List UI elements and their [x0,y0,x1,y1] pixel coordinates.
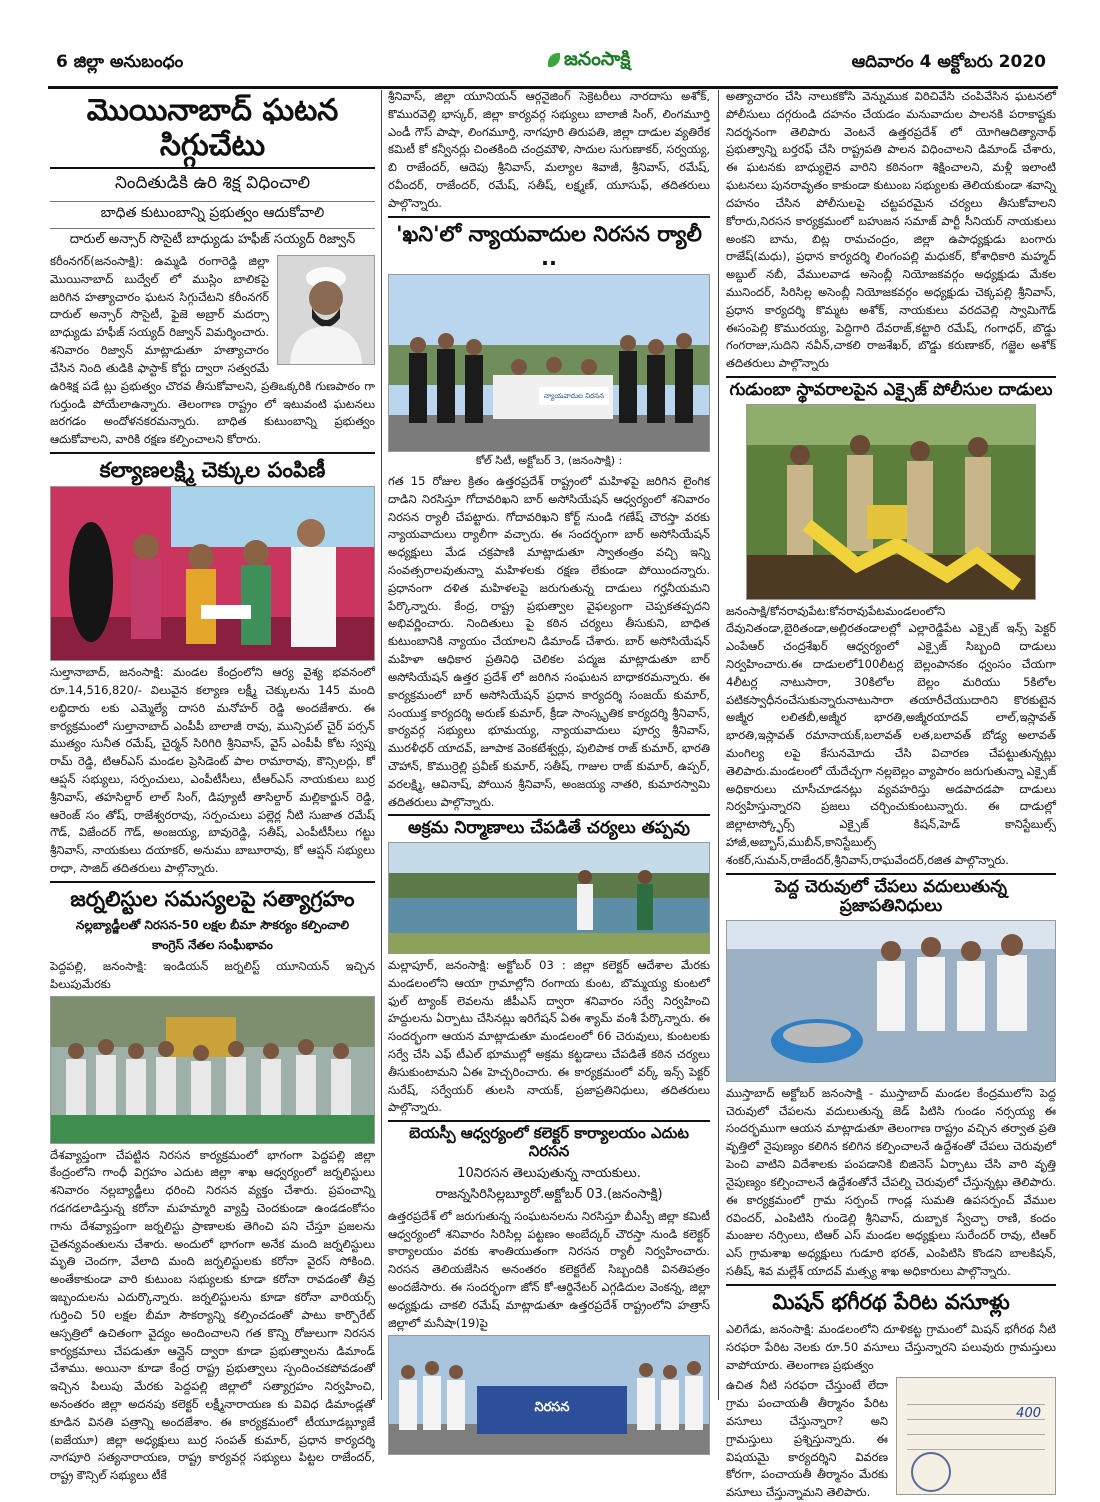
official-stamp [911,1452,951,1492]
story-journalists [50,881,375,1485]
column-2 [388,88,710,1455]
article-body: మల్లాపూర్, జనంసాక్షి: అక్టోబర్ 03 : జిల్లా కలెక్టర్ ఆదేశాల మేరకు మండలంలోని ఆయా గ్రామాల్లోని రంగాయ కుంట, బొమ్మయ్య కుంటలో ఫుల్ ట్యాంక్ లెవలను జీపీఎస్ ద్వారా శనివారం సర్వే నిర్వహించి హద్దులను ఏర్పాటు చేసినట్లు ఇరిగేషన్ ఏఈ శ్యామ్ వంశీ పేర్కొన్నారు. ఈ సందర్భంగా ఆయన మాట్లాడుతూ మండలంలో 66 చెరువులు, కుంటలకు సర్వే చేసి ఎఫ్ టీఎల్ భూముల్లో అక్రమ కట్టడాలు చేపడితే కఠిన చర్యలు తీసుకుంటామని ఏఈ హెచ్చరించారు. ఈ కార్యక్రమంలో వర్క్ ఇన్స్ పెక్టర్ సురేష్, సర్వేయర్ తులసి నాయక్, ప్రజాప్రతినిధులు, తదితరులు పాల్గొన్నారు. [388,957,710,1115]
story-moinabad [50,88,375,449]
article-continuation: అత్యాచారం చేసి నాలుకకోసి వెన్నుముక విరిచివేసి చంపివేసిన ఘటనలో పోలీసులు దగ్గరుండి దహనం చేయడం మనువాదుల పాలనకి పరాకాష్టకు నిదర్శనంగా తెలిపారు వెంటనే ఉత్తరప్రదేశ్ లో యోగిఆదిత్యానాథ్ ప్రభుత్వాన్ని బర్తరఫ్ చేసి రాష్ట్రపతి పాలన విధించాలని డిమాండ్ చేశారు, ఈ ఘటనకు బాధ్యులైన వారిని కఠినంగా శిక్షించాలని, మళ్లీ ఇలాంటి ఘటనలు పునరావృతం కాకుండా కుటుంబ సభ్యులకు తెలియకుండా శవాన్ని దహనం చేసిన పోలీసులపై చట్టపరమైన చర్యలు తీసుకోవాలని కోరారు,నిరసన కార్యక్రమంలో బహుజన సమాజ్ పార్టీ సీనియర్ నాయకులు అంకని బాను, బిట్ల రామచంద్రం, జిల్లా ఉపాధ్యక్షుడు బంగారు రాజేష్(మధు), ప్రధాన కార్యదర్శి లింగంపల్లి మధుకర్, కోశాధికారి మహ్మద్ అబ్దుల్ నబీ, వేములవాడ అసెంబ్లీ నియోజకవర్గం అధ్యక్షుడు మేకల మునిందర్, సిరిసిల్ల అసెంబ్లీ నియోజకవర్గం అధ్యక్షుడు చెక్కపల్లి శ్రీనివాస్, ప్రధాన కార్యదర్శి కొమ్మట అశోక్, నాయకులు వరదవెల్లి స్వామిగౌడ్ ఈసంపెల్లి కొమురయ్య, పెద్దిగారి దేవరాజ్,కట్టారి రమేష్, గంగాధర్, బొడ్డు గంగరాజు,సుదిని నవీన్,చాకలి రాజశేఖర్, బొడ్డు కరుణాకర్, గజ్జెల అశోక్ తదితరులు పాల్గొన్నారు [726,89,1057,371]
article-body: ఎలిగేడు, జనంసాక్షి: మండలంలోని దూళికట్ట గ్రామంలో మిషన్ భగీరథ నీటి సరఫరా పేరిట నెలకు రూ.50 వసూలు చేస్తున్నారని పలువురు గ్రామస్తులు వాపోయారు. తెలంగాణ ప్రభుత్వం [726,1321,1056,1372]
article-body: కరీంనగర్(జనంసాక్షి): ఉమ్మడి రంగారెడ్డి జిల్లా మొయినాబాద్ బుద్వేల్ లో ముస్లిం బాలికపై జరిగిన హత్యాచారం ఘటన సిగ్గుచేటని కరీంనగర్ దారుల్ అన్సార్ సొసైటీ, ఫైజె అబ్రార్ మదర్సా బాధ్యుడు హఫీజ్ సయ్యద్ రిజ్వాన్ విమర్శించారు. శనివారం రిజ్వాన్ మాట్లాడుతూ హత్యాచారం చేసిన నింది తుడికి ఫాస్టాక్ కోర్టు ద్వారా సత్వరమే ఉరిశిక్ష పడే ట్లు ప్రభుత్వం చొరవ తీసుకోవాలని, ప్రతిఒక్కరికి గుణపాఠం గా గుర్తుండి పోయేలాఉన్నారు. తెలంగాణ రాష్ట్రం లో ఇటువంటి ఘటనలు జరగడం అందోళనకరమన్నారు. బాధిత కుటుంబాన్ని ప్రభుత్వం ఆదుకోవాలని, వారికి రక్షణ కల్పించాలని కోరారు. [50,254,375,447]
event-scene-icon [51,487,375,661]
subheadline: రాజన్నసిరిసిల్లబ్యూరో.అక్టోబర్ 03.(జనంసాక్షి) [435,1186,663,1202]
leaf-icon [548,53,560,67]
story-illegal-constructions [388,814,710,1117]
lake-survey-photo [388,842,710,954]
headline-illegal-constructions: అక్రమ నిర్మాణాలు చేపడితే చర్యలు తప్పవు [407,818,691,839]
headline-excise-raids: గుడుంబా స్థావరాలపైన ఎక్సైజ్ పోలీసుల దాడులు [729,380,1053,400]
story-excise-raids [726,376,1056,870]
column-3 [726,88,1056,1502]
fish-release-scene-icon [727,921,1056,1082]
article-body: ఉచిత నీటి సరఫరా చేస్తుంటే లేదా గ్రామ పంచాయతీ తీర్మానం పేరిట వసూలు చేస్తున్నారా? అని గ్రామస్తులు ప్రశ్నిస్తున్నారు. ఈ విషయమై కార్యదర్శిని వివరణ కోరగా, పంచాయతీ తీర్మానం మేరకు వసూలు చేస్తున్నామని తెలిపారు. [726,1378,888,1500]
headline-kalyana-lakshmi: కల్యాణలక్ష్మి చెక్కుల పంపిణీ [99,457,326,482]
column-1 [50,88,375,1488]
masthead [48,44,1058,89]
brand-logo [548,48,630,75]
column-divider [381,90,382,1400]
lake-scene-icon [389,843,710,954]
bsp-protest-photo [388,1335,710,1455]
protest-scene-icon [389,1336,710,1455]
story-lawyers-rally [388,216,710,812]
protest-banner-text: నిరసన [534,1400,570,1416]
article-body: జనంసాక్షి/కోనరావుపేట:కోనరావుపేటమండలంలోని దేవునితండా,బైరితండా,అల్లిరతండాలల్లో ఎల్లారెడ్డిపేట ఎక్సైజ్ ఇన్స్ పెక్టర్ ఎంపేఆర్ చంద్రశేఖర్ ఆధ్వర్యంలో ఎక్సైజ్ సిబ్బంది దాడులు నిర్వహించారు.ఈ దాడులలో100లీటర్ల బెల్లంపానకం ధ్వంసం చేయగా 4లీటర్ల నాటుసారా, 30కిలోల బెల్లం మరియు 5కిలోల పటికస్వాధీనంచేసుకున్నారునాటుసారా తయారీచేయుదారిని కొరకుటైన అజ్మీర లలితబీ,అజ్మీర భారతి,అజ్మీరయాదవ్ లాల్,ఇస్లావత్ భారతి,ఇస్లావత్ రమానాయక్,బలావత్ లత,బలావత్ బోడ్య అలావత్ మంగిల్య లపై కేసునమోదు చేసి విచారణ చేపట్టుతున్నట్లు తెలిపారు.మండలంలో యేదేచ్ఛగా నల్లబెల్లం వ్యాపారం జరుగుతున్నా ఎక్సైజ్ అధికారులు చూసీచూడనట్లు వ్యవహరిస్తు అడపాదడపా దాడులు నిర్వహిస్తున్నారని ప్రజలు చర్చించుకుంటున్నారు. ఈ దాడుల్లో జిల్లాటాస్క్ఫోర్స్ ఎక్సైజ్ కిషన్,హెడ్ కానిస్టేబుల్స్ హాజీ,అబ్బాస్,ముబీన్,కానిస్టేబుల్స్ శంకర్,సుమన్,రాజేందర్,శ్రీనివాస్,రాఘవేందర్,రజిత పాల్గొన్నారు. [726,603,1056,867]
person-portrait-icon [278,256,374,364]
story-kalyana-lakshmi [50,452,375,878]
subheadline: నిందితుడికి ఉరి శిక్ష విధించాలి [114,173,311,193]
article-body: సుల్తానాబాద్, జనంసాక్షి: మండల కేంద్రంలోని ఆర్య వైశ్య భవనంలో రూ.14,516,820/- విలువైన కల్యాణ లక్ష్మీ చెక్కులను 145 మంది లబ్ధిదారు లకు ఎమ్మెల్యే దాసరి మనోహర్ రెడ్డి అందజేశారు. ఈ కార్యక్రమంలో సుల్తానాబాద్ ఎంపీపీ బాలాజీ రావు, మున్సిపల్ చైర్ పర్సన్ ముత్యం సునీత రమేష్, చైర్మన్ సిరిగిరి శ్రీనివాస్, వైస్ ఎంపీపీ కోట స్వప్న రామ్ రెడ్డి, టిఆర్ఎస్ మండల ప్రెసిడెంట్ పాల రామారావు, కౌన్సిలర్లు, కో ఆప్షన్ సభ్యులు, సర్పంచులు, ఎంపీటీసీలు, టీఆర్ఎస్ నాయకులు బుర్ర శ్రీనివాస్, తహసిల్దార్ లాల్ సింగ్, డిప్యూటీ తాసిల్దార్ మల్లికార్జున్ రెడ్డి, ఆరెంజ్ సం తోష్, రాజేశ్వరరావు, సర్పంచులు పల్లెర్ల నీటి సుజాత రమేష్ గౌడ్, విజేందర్ గౌడ్, అంజయ్య, బావురెడ్డి, సతీష్, ఎంపీటీసీలు గట్టు శ్రీనివాస్, నాయకులు దయాకర్, అనుము బాబూరావు, కో ఆప్షన్ సభ్యులు రాధా, సాజిద్ తదితరులు పాల్గొన్నారు. [50,665,375,876]
headline-mission-bhagiratha: మిషన్ భగీరథ పేరిట వసూళ్లు [772,1289,1010,1314]
headline-lawyers-rally: 'ఖని'లో న్యాయవాదుల నిరసన ర్యాలీ .. [396,221,702,270]
journalists-protest-photo [50,996,375,1144]
cheque-distribution-photo [50,486,375,661]
column-divider [718,90,719,1400]
receipt-amount: 400 [1016,1406,1041,1422]
headline-bsp-protest: బెయస్పీ ఆధ్వర్యంలో కలెక్టర్ కార్యాలయం ఎదుట నిరసన [409,1124,689,1160]
dateline: ఆదివారం 4 అక్టోబరు 2020 [851,52,1046,72]
article-with-receipt [726,1377,1056,1502]
subheadline: నల్లబ్యాడ్జీలతో నిరసన-50 లక్షల బీమా సౌకర్యం కల్పించాలి [75,917,350,932]
rally-banner-text: న్యాయవాదుల నిరసన [543,391,605,400]
subheadline: బాధిత కుటుంబాన్ని ప్రభుత్వం ఆదుకోవాలి [50,201,375,224]
portrait-photo [277,255,375,365]
article-body: ముస్తాబాద్ అక్టోబర్ జనంసాక్షి - ముస్తాబాద్ మండల కేంద్రములోని పెద్ద చెరువులో చేపలను వదులుతున్న జెడ్ పిటిసి గుండం నర్సయ్య ఈ సందర్భముగా ఆయన మాట్లాడుతూ తెలంగాణ రాష్ట్రం వచ్చిన తర్వాత ప్రతి వృత్తిలో నైపుణ్యం కలిగిన కలిగిన కల్పించాలనే ఉద్దేశంతో చేపలు చెరువులో పెంచి వాటిని విదేశాలకు పంపడానికి బిజినెస్ ఏర్పాటు చేసి వారి వృత్తి నైపుణ్యం కల్పించాలనే ఉద్దేశంతోనే చేపల్ని చెరువులో చేస్తున్నట్లు తెలిపారు. ఈ కార్యక్రమంలో గ్రామ సర్పంచ్ గాండ్ల సుమతి ఉపసర్పంచ్ వేముల రవిందర్, ఎంపిటిసి గుండెల్లి శ్రీనివాస్, దుబ్బాక స్వేచ్ఛా రాణి, కందం మంజుల నర్సింలు, టిఆర్ ఎస్ మండల అధ్యక్షులు సురేందర్ రావు, టిఆర్ ఎస్ గ్రామశాఖ అధ్యక్షులు గుడూరి భరత్, ఎంపిటిసి కొండని బాలకిషన్, సతీష్, శివ మల్లేశ్ యాదవ్ మత్స్య శాఖ అధికారులు పాల్గొన్నారు. [726,1085,1056,1278]
lawyers-rally-photo [388,274,710,452]
headline-moinabad: మొయినాబాద్ ఘటన సిగ్గుచేటు [50,88,375,169]
photo-caption: కోల్ సిటీ, అక్టోబర్ 3, (జనంసాక్షి) : [475,453,623,467]
excise-raid-photo [746,404,1036,600]
headline-journalists: జర్నలిస్టుల సమస్యలపై సత్యాగ్రహం [70,886,355,911]
page-label: 6 జిల్లా అనుబంధం [56,52,184,72]
rally-scene-icon [389,275,710,452]
raid-scene-icon [747,405,1036,600]
headline-fish-release: పెద్ద చెరువులో చేపలు వదులుతున్న ప్రజాపతినిధులు [774,876,1008,917]
article-body: దేశవ్యాప్తంగా చేపట్టిన నిరసన కార్యక్రమంలో భాగంగా పెద్దపల్లి జిల్లా కేంద్రంలోని గాంధీ విగ్రహం ఎదుట జిల్లా శాఖ ఆధ్వర్యంలో జర్నలిస్టులు శనివారం నల్లబ్యాడ్జీలు ధరించి నిరసన వ్యక్తం చేశారు. ప్రపంచాన్ని గడగడలాడిస్తున్న కరోనా మహమ్మారి వ్యాప్తి చెందకుండా ఉండడంకోసం గాను దేశవ్యాప్తంగా జర్నలిస్టు ప్రాణాలకు తెగించి పని చేస్తూ ప్రజలను చైతన్యవంతులను చేశారు. అందులో భాగంగా అనేక మంది జర్నలిస్టులు మృతి చెందగా, వేలాది మంది జర్నలిస్టులకు కరోనా వైరస్ సోకింది. అంతేకాకుండా వారి కుటుంబ సభ్యులకు కూడా కరోనా రావడంతో తీవ్ర ఇబ్బందులను ఎదుర్కొన్నారు. జర్నలిస్టులను కూడా కరోనా వారియర్స్ గుర్తించి 50 లక్షల బీమా సౌకర్యాన్ని కల్పించడంతో పాటు కార్పొరేట్ ఆస్పత్రిలో ఉచితంగా వైద్యం అందించాలని గత కొన్ని రోజులుగా నిరసన కార్యక్రమాలు చేపడుతూ ఆన్లైన్ ద్వారా కూడా ప్రభుత్వాలను డిమాండ్ చేశాము. అయినా కూడా కేంద్ర రాష్ట్ర ప్రభుత్వాలు స్పందించకపోవడంతో ఇచ్చిన పిలుపు మేరకు పెద్దపల్లి జిల్లాలో సత్యాగ్రహం నిర్వహించి, అనంతరం జిల్లా అదనపు కలెక్టర్ లక్ష్మీనారాయణ కు వివిధ డిమాండ్లతో కూడిన వినతి పత్రాన్ని అందజేశాం. ఈ కార్యక్రమంలో టీయూడబ్ల్యూజే (ఐజేయూ) జిల్లా అధ్యక్షులు బుర్ర సంపత్ కుమార్, ప్రధాన కార్యదర్శి నాగపూరి సత్యనారాయణ, రాష్ట్ర కార్యవర్గ సభ్యులు పిట్టల రాజేందర్, రాష్ట్ర కౌన్సిల్ సభ్యులు టీకే [50,1147,375,1483]
article-lead: పెద్దపల్లి, జనంసాక్షి: ఇండియన్ జర్నలిస్ట్ యూనియన్ ఇచ్చిన పిలుపుమేరకు [50,958,375,991]
receipt-photo [896,1377,1056,1495]
subheadline: 10నిరసన తెలుపుతున్న నాయకులు. [457,1165,641,1181]
story-mission-bhagiratha [726,1284,1056,1502]
subheadline: దారుల్ అన్సార్ సొసైటీ బాధ్యుడు హఫీజ్ సయ్యద్ రిజ్వాన్ [50,228,375,250]
fish-release-photo [726,920,1056,1082]
story-bsp-protest [388,1120,710,1455]
crowd-scene-icon [51,997,375,1144]
story-fish-release [726,873,1056,1281]
subheadline: కాంగ్రెస్ నేతల సంఘీభావం [152,937,273,952]
article-body: ఉత్తరప్రదేశ్ లో జరుగుతున్న సంఘటనలను నిరసిస్తూ బీఎస్పీ జిల్లా కమిటీ ఆధ్వర్యంలో శనివారం సిరిసిల్ల పట్టణం అంబేద్కర్ చౌరస్తా నుండి కలెక్టర్ కార్యాలయం వరకు శాంతియుతంగా నిరసన ర్యాలీ నిర్వహించారు. నిరసన తెలియజేసిన అనంతరం కలెక్టరేట్ సిబ్బందికి వినతిపత్రం అందజేసారు. ఈ సందర్భంగా జోన్ కో-ఆర్డినేటర్ ఎగ్గడిదుల వెంకన్న, జిల్లా అధ్యక్షుడు చాకలి రమేష్ మాట్లాడుతూ ఉత్తరప్రదేశ్ రాష్ట్రంలోని హత్రాస్ జిల్లాలో మనీషా(19)పై [388,1208,710,1330]
article-body: గత 15 రోజుల క్రితం ఉత్తరప్రదేశ్ రాష్ట్రంలో మహిళపై జరిగిన లైంగిక దాడిని నిరసిస్తూ గోదావరిఖని బార్ అసోసియేషన్ ఆధ్వర్యంలో శనివారం నిరసన ర్యాలీ చేపట్టారు. గోదావరిఖని కోర్ట్ నుండి గణేష్ చౌరస్తా వరకు న్యాయవాదులు ర్యాలీగా వచ్చారు. ఈ సందర్భంగా బార్ అసోసియేషన్ అధ్యక్షులు మేడ చక్రపాణి మాట్లాడుతూ స్వాతంత్రం వచ్చి ఇన్ని సంవత్సరాలవుతున్నా మహిళలకు రక్షణ లేకుండా పోయిందన్నారు. ప్రధానంగా దళిత మహిళలపై జరుగుతున్న దాడులు గర్హనీయమని పేర్కొన్నారు. కేంద్ర, రాష్ట్ర ప్రభుత్వాల వైఫల్యంగా చెప్పకతప్పదని అభివర్ణించారు. నిందితులు పై కఠిన చర్యలు తీసుకుని, బాధిత కుటుంబానికి న్యాయం చేయాలని డిమాండ్ చేశారు. బార్ అసోసియేషన్ మహిళా ఆధికార ప్రతినిధి చెలికల పద్మజ మాట్లాడుతూ బార్ అసోసియేషన్ ఉత్తర ప్రదేశ్ లో జరిగిన సంఘటన బాధాకరమన్నారు. ఈ కార్యక్రమంలో బార్ అసోసియేషన్ ప్రధాన కార్యదర్శి సంజయ్ కుమార్, సంయుక్త కార్యదర్శి అరుణ్ కుమార్, క్రీడా సాంస్కృతిక కార్యదర్శి శ్రీనివాస్, కార్యవర్గ సభ్యులు భూమయ్య, న్యాయవాదులు పూర్వ శ్రీనివాస్, మురళీధర్ యాదవ్, జూపాక వెంకటేశ్వర్లు, పులిపాక రాజ్ కుమార్, భారతి చౌహాన్, కొముర్రెల్లి ప్రవీణ్ కుమార్, సతీష్, గాజుల రాజ్ కుమార్, ఉప్పర్, వరలక్ష్మి, ఆవినాష్, పోయిన శ్రీనివాస్, అంజయ్య నాతరి, కుమారస్వామి తదితరులు పాల్గొన్నారు. [388,473,710,809]
brand-name: జనంసాక్షి [564,48,631,70]
article-continuation: శ్రీనివాస్, జిల్లా యూనియన్ ఆర్గనైజింగ్ సెక్రెటరీలు నారదాసు అశోక్, కొమురవెల్లి భాస్కర్, జిల్లా కార్యవర్గ సభ్యులు బాలాజీ సింగ్, లింగమూర్తి ఎండీ గౌస్ పాషా, లింగమూర్తి, నాగపూరి తిరుపతి, జిల్లా దాడుల వ్యతిరేక కమిటీ కో కన్వీనర్లు చింతకింది చంద్రమౌళి, సాదుల సుగుణాకర్, సర్వయ్య, బి రాజేందర్, ఆదెపు శ్రీనివాస్, మల్యాల శివాజీ, శ్రీనివాస్, రమేష్, రవీందర్, రాజేందర్, రమేష్, సతీష్, లక్ష్మణ్, యూసుఫ్, తదితరులు పాల్గొన్నారు. [388,89,710,210]
